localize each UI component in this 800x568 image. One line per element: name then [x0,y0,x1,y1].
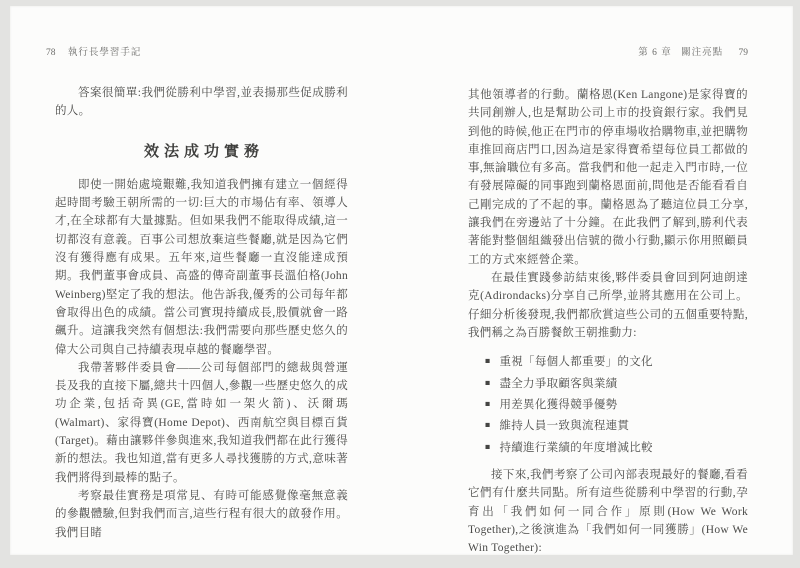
paragraph: 接下來,我們考察了公司內部表現最好的餐廳,看看它們有什麼共同點。所有這些從勝利中學習的行動,孕育出「我們如何一同合作」原則(How We Work Together),之後演進為「我們如何一同獲勝」(How We Win Together): [468,469,748,555]
bullet-square-icon: ■ [485,377,491,388]
bullet-square-icon: ■ [485,355,491,366]
page-number-left: 78 [46,48,56,58]
intro-paragraph: 答案很簡單:我們從勝利中學習,並表揚那些促成勝利的人。 [55,87,348,118]
paragraph: 我帶著夥伴委員會——公司每個部門的總裁與營運長及我的直接下屬,總共十四個人,參觀一些歷史悠久的成功企業,包括奇異(GE,當時如一架火箭)、沃爾瑪(Walmart)、家得寶(Home Depot)、西南航空與目標百貨(Target)。藉由讓夥伴參與進來,我知道我們都在此行獲得新的想法。我也知道,當有更多人尋找獲勝的方式,意味著我們將得到最棒的點子。 [55,361,348,484]
bullet-square-icon: ■ [485,398,491,409]
list-item [485,395,748,416]
list-item-label: 持續進行業績的年度增減比較 [499,441,653,454]
dynasty-drivers-list [468,352,748,459]
paragraph: 即使一開始處境艱難,我知道我們擁有建立一個經得起時間考驗王朝所需的一切:巨大的市場佔有率、領導人才,在全球都有大量據點。但如果我們不能取得成績,這一切都沒有意義。百事公司想放棄這些餐廳,就是因為它們沒有獲得應有成果。五年來,這些餐廳一直沒能達成預期。我們董事會成員、高盛的傳奇副董事長溫伯格(John Weinberg)堅定了我的想法。他告訴我,優秀的公司每年都會取得出色的成績。當公司實現持續成長,股價就會一路飆升。這讓我突然有個想法:我們需要向那些歷史悠久的偉大公司與自己持續表現卓越的餐廳學習。 [55,178,348,356]
list-item [485,438,748,459]
list-item [485,374,748,395]
list-item-label: 重視「每個人都重要」的文化 [499,356,653,369]
running-title: 執行長學習手記 [67,48,142,58]
page-header-right [468,44,748,58]
bullet-square-icon: ■ [485,419,491,430]
list-item-label: 用差異化獲得競爭優勢 [499,398,618,411]
bullet-square-icon: ■ [485,441,491,452]
list-item-label: 維持人員一致與流程連貫 [499,420,630,433]
list-item-label: 盡全力爭取顧客與業績 [499,377,618,390]
paragraph: 在最佳實踐參訪結束後,夥伴委員會回到阿迪朗達克(Adirondacks)分享自己所學,並將其應用在公司上。仔細分析後發現,我們都欣賞這些公司的五個重要特點,我們稱之為百勝餐飲王朝推動力: [468,271,748,339]
chapter-label: 第 6 章 [638,48,672,58]
paragraph: 其他領導者的行動。蘭格恩(Ken Langone)是家得寶的共同創辦人,也是幫助公司上市的投資銀行家。我們見到他的時候,他正在門市的停車場收拾購物車,並把購物車推回商店門口,因為這是家得寶希望每位員工都做的事,無論職位有多高。當我們和他一起走入門市時,一位有發展障礙的同事跑到蘭格恩面前,問他是否能看看自己剛完成的了不起的事。蘭格恩為了聽這位員工分享,讓我們在旁邊站了十分鐘。在此我們了解到,勝利代表著能對整個組織發出信號的微小行動,顯示你用照顧員工的方式來經營企業。 [468,89,748,266]
book-spread [10,6,793,555]
page-number-right: 79 [738,48,748,58]
page-body-right [468,86,748,558]
chapter-title: 關注亮點 [681,48,724,58]
page-header-left [46,44,141,58]
page-body-left [55,84,348,542]
list-item [485,352,748,373]
list-item [485,416,748,437]
section-heading: 效法成功實務 [143,143,264,160]
paragraph: 考察最佳實務是項常見、有時可能感覺像毫無意義的參觀體驗,但對我們而言,這些行程有很大的啟發作用。我們目睹 [55,489,348,539]
